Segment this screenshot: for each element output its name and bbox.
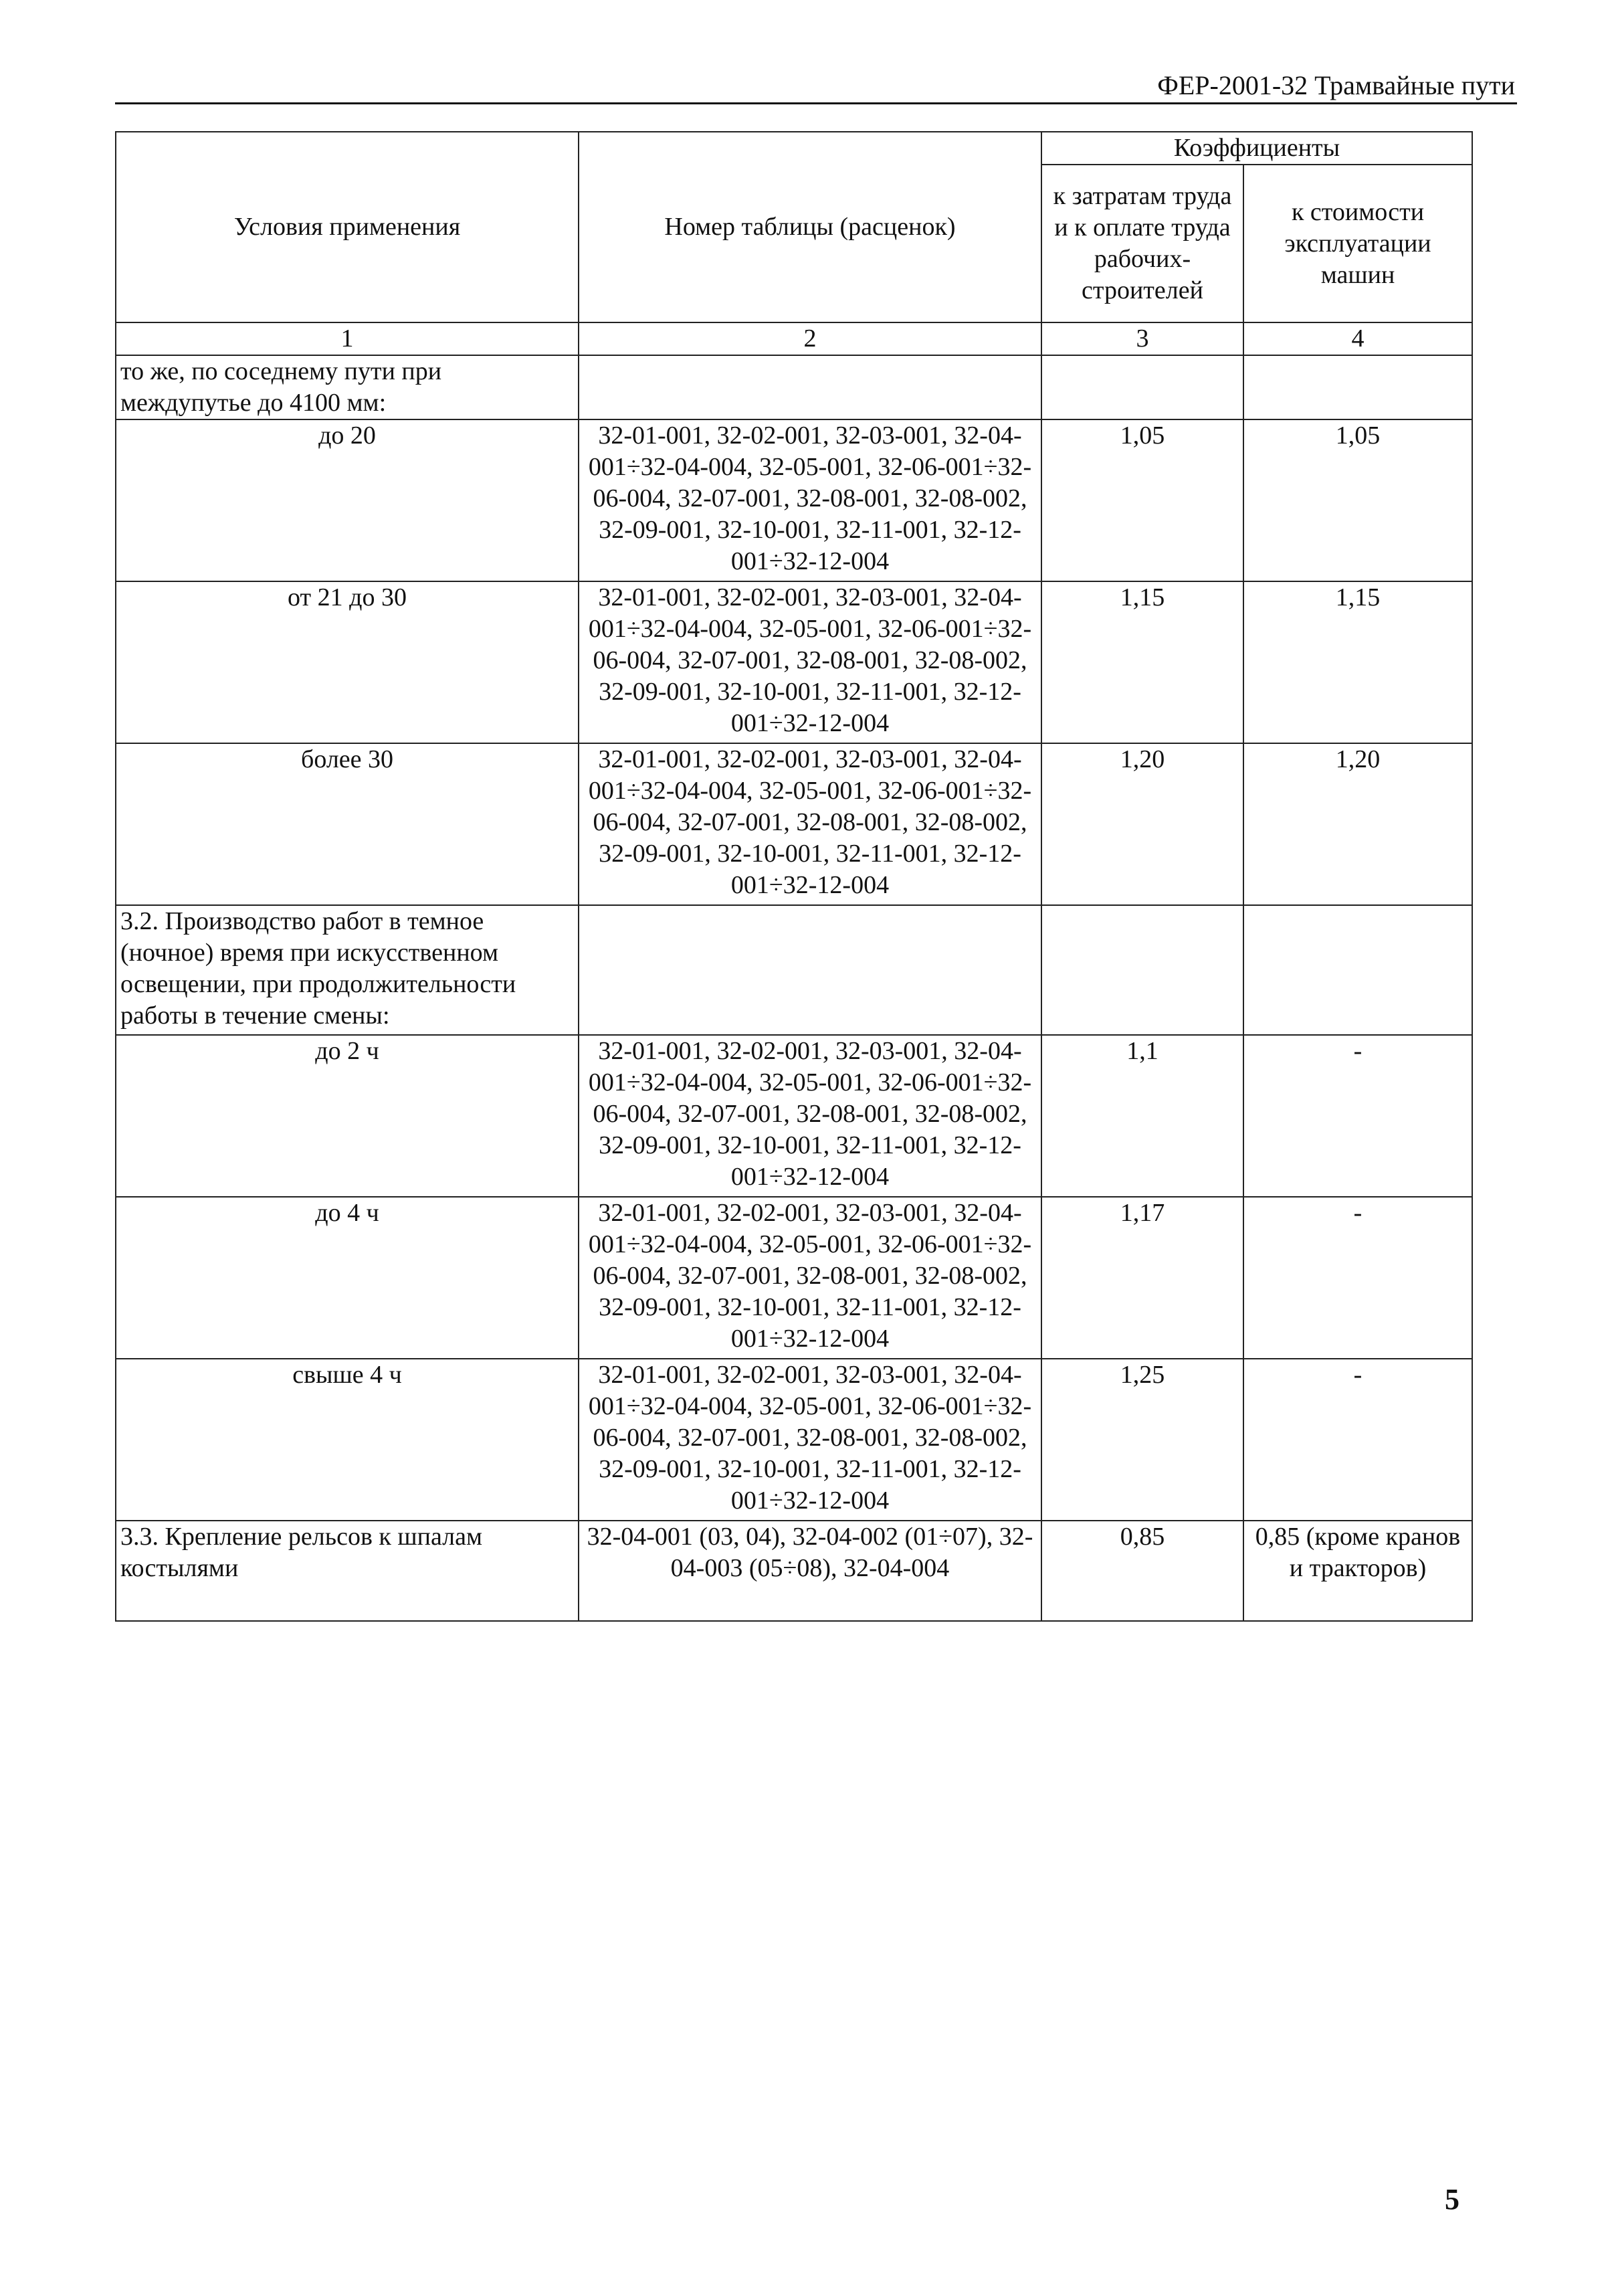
row-machines-coefficient: 1,20: [1243, 743, 1472, 905]
row-condition: 3.2. Производство работ в темное (ночное) время при искусственном освещении, при продолжительности работы в течение смены:: [116, 905, 579, 1035]
row-codes: [579, 355, 1041, 419]
header-coefficients: Коэффициенты: [1041, 132, 1472, 165]
row-condition: свыше 4 ч: [116, 1359, 579, 1521]
column-number: 1: [116, 322, 579, 355]
header-machines-coefficient: к стоимости эксплуатации машин: [1243, 165, 1472, 322]
row-machines-coefficient: 1,15: [1243, 581, 1472, 743]
table-row: [116, 581, 1472, 743]
row-machines-coefficient: 1,05: [1243, 419, 1472, 581]
table-row: [116, 419, 1472, 581]
row-labor-coefficient: 1,25: [1041, 1359, 1243, 1521]
row-machines-coefficient: -: [1243, 1359, 1472, 1521]
header-table-number: Номер таблицы (расценок): [579, 132, 1041, 322]
row-condition: более 30: [116, 743, 579, 905]
column-number: 3: [1041, 322, 1243, 355]
row-codes: 32-04-001 (03, 04), 32-04-002 (01÷07), 32-04-003 (05÷08), 32-04-004: [579, 1521, 1041, 1621]
row-condition: до 20: [116, 419, 579, 581]
coefficients-table: [115, 131, 1473, 1622]
table-row: [116, 355, 1472, 419]
row-codes: 32-01-001, 32-02-001, 32-03-001, 32-04-001÷32-04-004, 32-05-001, 32-06-001÷32-06-004, 32-07-001, 32-08-001, 32-08-002, 32-09-001, 32-10-001, 32-11-001, 32-12-001÷32-12-004: [579, 743, 1041, 905]
table-row: [116, 1521, 1472, 1621]
row-labor-coefficient: 1,05: [1041, 419, 1243, 581]
row-labor-coefficient: [1041, 905, 1243, 1035]
table-row: [116, 1197, 1472, 1359]
row-condition: то же, по соседнему пути при междупутье до 4100 мм:: [116, 355, 579, 419]
row-labor-coefficient: 0,85: [1041, 1521, 1243, 1621]
column-number: 4: [1243, 322, 1472, 355]
row-machines-coefficient: [1243, 905, 1472, 1035]
row-codes: 32-01-001, 32-02-001, 32-03-001, 32-04-001÷32-04-004, 32-05-001, 32-06-001÷32-06-004, 32-07-001, 32-08-001, 32-08-002, 32-09-001, 32-10-001, 32-11-001, 32-12-001÷32-12-004: [579, 581, 1041, 743]
row-labor-coefficient: 1,1: [1041, 1035, 1243, 1197]
row-machines-coefficient: -: [1243, 1035, 1472, 1197]
row-codes: 32-01-001, 32-02-001, 32-03-001, 32-04-001÷32-04-004, 32-05-001, 32-06-001÷32-06-004, 32-07-001, 32-08-001, 32-08-002, 32-09-001, 32-10-001, 32-11-001, 32-12-001÷32-12-004: [579, 419, 1041, 581]
row-labor-coefficient: 1,20: [1041, 743, 1243, 905]
row-machines-coefficient: -: [1243, 1197, 1472, 1359]
table-row: [116, 1359, 1472, 1521]
table-row: [116, 905, 1472, 1035]
document-header-title: ФЕР-2001-32 Трамвайные пути: [1157, 70, 1515, 100]
header-conditions: Условия применения: [116, 132, 579, 322]
table-row: [116, 1035, 1472, 1197]
row-codes: [579, 905, 1041, 1035]
row-labor-coefficient: [1041, 355, 1243, 419]
row-condition: до 4 ч: [116, 1197, 579, 1359]
row-labor-coefficient: 1,15: [1041, 581, 1243, 743]
table-row: [116, 743, 1472, 905]
row-condition: от 21 до 30: [116, 581, 579, 743]
row-codes: 32-01-001, 32-02-001, 32-03-001, 32-04-001÷32-04-004, 32-05-001, 32-06-001÷32-06-004, 32-07-001, 32-08-001, 32-08-002, 32-09-001, 32-10-001, 32-11-001, 32-12-001÷32-12-004: [579, 1035, 1041, 1197]
column-number: 2: [579, 322, 1041, 355]
row-labor-coefficient: 1,17: [1041, 1197, 1243, 1359]
row-codes: 32-01-001, 32-02-001, 32-03-001, 32-04-001÷32-04-004, 32-05-001, 32-06-001÷32-06-004, 32-07-001, 32-08-001, 32-08-002, 32-09-001, 32-10-001, 32-11-001, 32-12-001÷32-12-004: [579, 1197, 1041, 1359]
page-number: 5: [1445, 2183, 1459, 2216]
row-codes: 32-01-001, 32-02-001, 32-03-001, 32-04-001÷32-04-004, 32-05-001, 32-06-001÷32-06-004, 32-07-001, 32-08-001, 32-08-002, 32-09-001, 32-10-001, 32-11-001, 32-12-001÷32-12-004: [579, 1359, 1041, 1521]
row-machines-coefficient: 0,85 (кроме кранов и тракторов): [1243, 1521, 1472, 1621]
header-divider: [115, 102, 1517, 104]
header-labor-coefficient: к затратам труда и к оплате труда рабочих-строителей: [1041, 165, 1243, 322]
row-machines-coefficient: [1243, 355, 1472, 419]
row-condition: до 2 ч: [116, 1035, 579, 1197]
row-condition: 3.3. Крепление рельсов к шпалам костылями: [116, 1521, 579, 1621]
